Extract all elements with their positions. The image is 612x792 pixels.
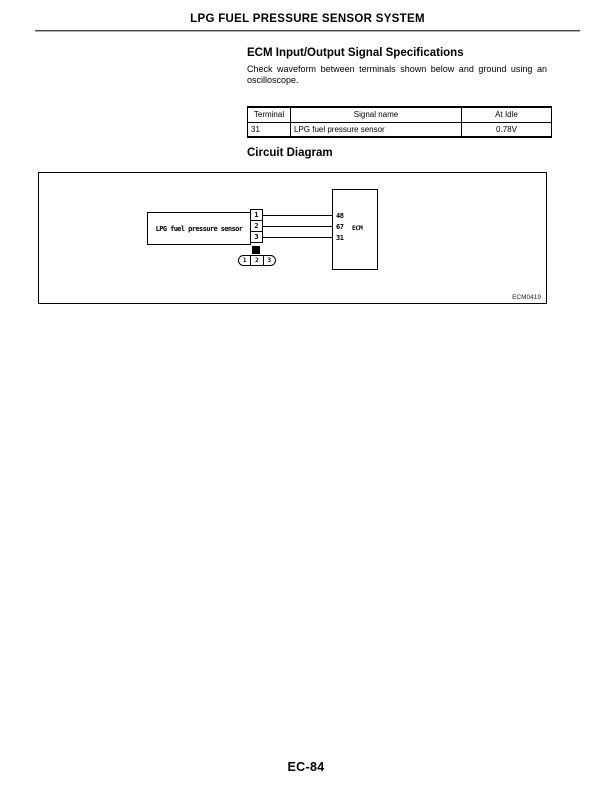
figure-code: ECM0419 — [512, 294, 541, 301]
connector-key-icon — [252, 246, 260, 254]
section-heading-specifications: ECM Input/Output Signal Specifications — [247, 47, 464, 59]
ecm-label: ECM — [352, 224, 363, 232]
signal-spec-table — [247, 106, 552, 138]
wire-terminal1-to-ecm48 — [263, 215, 332, 216]
specifications-body-text: Check waveform between terminals shown below and ground using an oscilloscope. — [247, 64, 547, 85]
sensor-component-box — [147, 212, 251, 245]
sensor-terminal-3: 3 — [250, 231, 263, 243]
column-header-signal-name: Signal name — [291, 107, 462, 122]
page-title: LPG FUEL PRESSURE SENSOR SYSTEM — [190, 13, 425, 25]
connector-face-icon — [238, 255, 276, 266]
cell-signal-name: LPG fuel pressure sensor — [291, 122, 462, 137]
ecm-pin-31: 31 — [336, 234, 344, 242]
ecm-pin-48: 48 — [336, 212, 344, 220]
table-row — [248, 122, 552, 137]
table-header-row — [248, 107, 552, 122]
cell-terminal: 31 — [248, 122, 291, 137]
column-header-at-idle: At Idle — [462, 107, 552, 122]
sensor-terminal-stack — [250, 209, 263, 243]
circuit-diagram-figure — [38, 172, 547, 304]
ecm-component-box — [332, 189, 378, 270]
sensor-terminal-2: 2 — [250, 220, 263, 232]
sensor-label: LPG fuel pressure sensor — [155, 224, 243, 233]
wire-terminal3-to-ecm31 — [263, 237, 332, 238]
section-heading-circuit-diagram: Circuit Diagram — [247, 147, 333, 159]
connector-pin-3: 3 — [263, 256, 275, 265]
connector-pin-1: 1 — [242, 257, 247, 264]
connector-pin-2: 2 — [250, 256, 262, 265]
cell-at-idle: 0.78V — [462, 122, 552, 137]
sensor-terminal-1: 1 — [250, 209, 263, 221]
wire-terminal2-to-ecm67 — [263, 226, 332, 227]
footer-page-number: EC-84 — [287, 760, 325, 774]
ecm-pin-67: 67 — [336, 223, 344, 231]
column-header-terminal: Terminal — [248, 107, 291, 122]
title-rule-divider — [35, 30, 580, 32]
